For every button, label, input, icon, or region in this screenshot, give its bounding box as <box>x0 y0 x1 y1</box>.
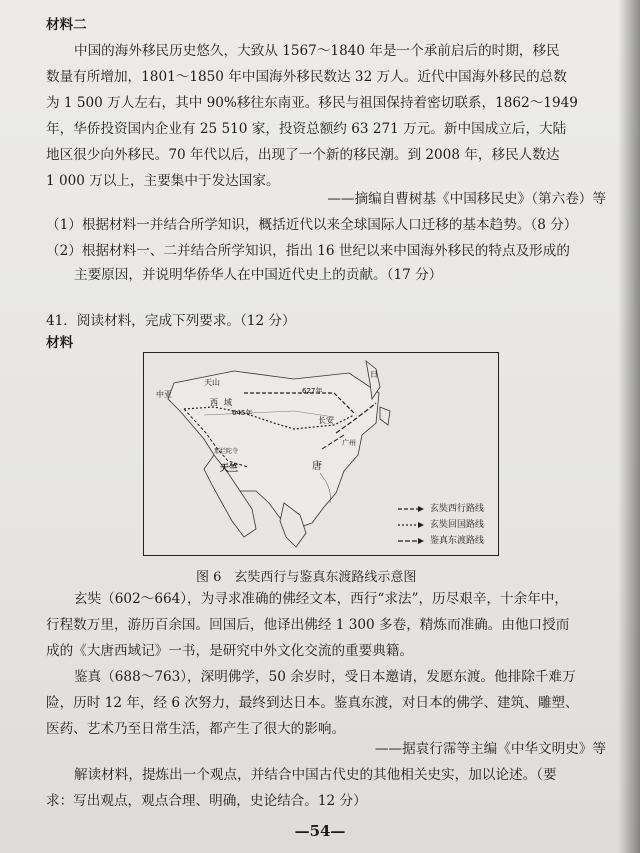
material2-source: ——摘编自曹树基《中国移民史》（第六卷）等 <box>327 191 606 207</box>
legend-row-westward <box>398 501 484 517</box>
label-guangzhou: 广州 <box>342 439 356 447</box>
legend-return-arrow-icon <box>398 521 424 529</box>
label-627: 627年 <box>302 387 323 395</box>
material2-line-1: 中国的海外移民历史悠久，大致从 1567～1840 年是一个承前启后的时期，移民 <box>74 43 560 59</box>
material2-line-5: 地区很少向外移民。70 年代以后，出现了一个新的移民潮。到 2008 年，移民人数达 <box>46 147 560 163</box>
legend-westward-arrow-icon <box>398 505 424 513</box>
xuanzang-line-2: 行程数万里，游历百余国。回国后，他译出佛经 1 300 多卷，精炼而准确。由他口授而 <box>46 617 570 633</box>
legend-label-westward: 玄奘西行路线 <box>430 504 485 514</box>
figure-caption: 图 6 玄奘西行与鉴真东渡路线示意图 <box>196 570 417 585</box>
question-2-line-1: （2）根据材料一、二并结合所学知识，指出 16 世纪以来中国海外移民的特点及形成的 <box>46 243 570 259</box>
legend-row-return <box>398 517 484 533</box>
xuanzang-line-1: 玄奘（602～664），为寻求准确的佛经文本，西行“求法”，历尽艰辛，十余年中， <box>74 591 568 607</box>
legend-label-eastward: 鉴真东渡路线 <box>430 536 485 546</box>
page-number: —54— <box>294 822 346 840</box>
xuanzang-line-3: 成的《大唐西域记》一书，是研究中外文化交流的重要典籍。 <box>46 643 414 659</box>
label-tianshan: 天山 <box>204 378 220 387</box>
jianzhen-line-2: 险，历时 12 年，经 6 次努力，最终到达日本。鉴真东渡，对日本的佛学、建筑、雕塑、 <box>46 695 579 711</box>
q41-title: 41．阅读材料，完成下列要求。（12 分） <box>46 313 296 329</box>
label-central-asia: 中亚 <box>156 390 172 399</box>
label-tianzhu: 天竺 <box>220 464 239 474</box>
label-nalanda: 那烂陀寺 <box>214 448 239 455</box>
label-western-region: 西 <box>210 398 218 407</box>
page-edge-shadow <box>618 0 640 853</box>
q41-material-heading: 材料 <box>46 335 74 351</box>
task-line-1: 解读材料，提炼出一个观点，并结合中国古代史的其他相关史实，加以论述。（要 <box>74 767 557 783</box>
material2-line-3: 为 1 500 万人左右，其中 90%移往东南亚。移民与祖国保持着密切联系，1862～1949 <box>46 95 578 111</box>
question-1: （1）根据材料一并结合所学知识，概括近代以来全球国际人口迁移的基本趋势。（8 分） <box>46 217 578 233</box>
question-2-line-2: 主要原因，并说明华侨华人在中国近代史上的贡献。（17 分） <box>74 267 443 283</box>
material2-heading: 材料二 <box>46 17 87 33</box>
legend-row-eastward <box>398 533 484 549</box>
jianzhen-line-3: 医药、艺术乃至日常生活，都产生了很大的影响。 <box>46 721 346 737</box>
label-western-region-2: 域 <box>224 398 232 407</box>
map-legend <box>398 501 484 549</box>
label-japan: 日 <box>370 370 378 379</box>
material2-line-4: 年，华侨投资国内企业有 25 510 家，投资总额约 63 271 万元。新中国成立后，大陆 <box>46 121 567 137</box>
label-tang: 唐 <box>312 461 322 472</box>
material2-line-6: 1 000 万以上，主要集中于发达国家。 <box>46 173 280 189</box>
source-2: ——据袁行霈等主编《中华文明史》等 <box>374 741 606 757</box>
legend-label-return: 玄奘回国路线 <box>430 520 485 530</box>
jianzhen-line-1: 鉴真（688～763），深明佛学，50 余岁时，受日本邀请，发愿东渡。他排除千难万 <box>74 669 576 685</box>
legend-eastward-arrow-icon <box>398 537 424 545</box>
label-645: 645年 <box>232 409 253 417</box>
label-changan: 长安 <box>318 416 334 425</box>
task-line-2: 求：写出观点，观点合理、明确，史论结合。12 分） <box>46 793 367 809</box>
material2-line-2: 数量有所增加，1801～1850 年中国海外移民数达 32 万人。近代中国海外移民的总数 <box>46 69 567 85</box>
